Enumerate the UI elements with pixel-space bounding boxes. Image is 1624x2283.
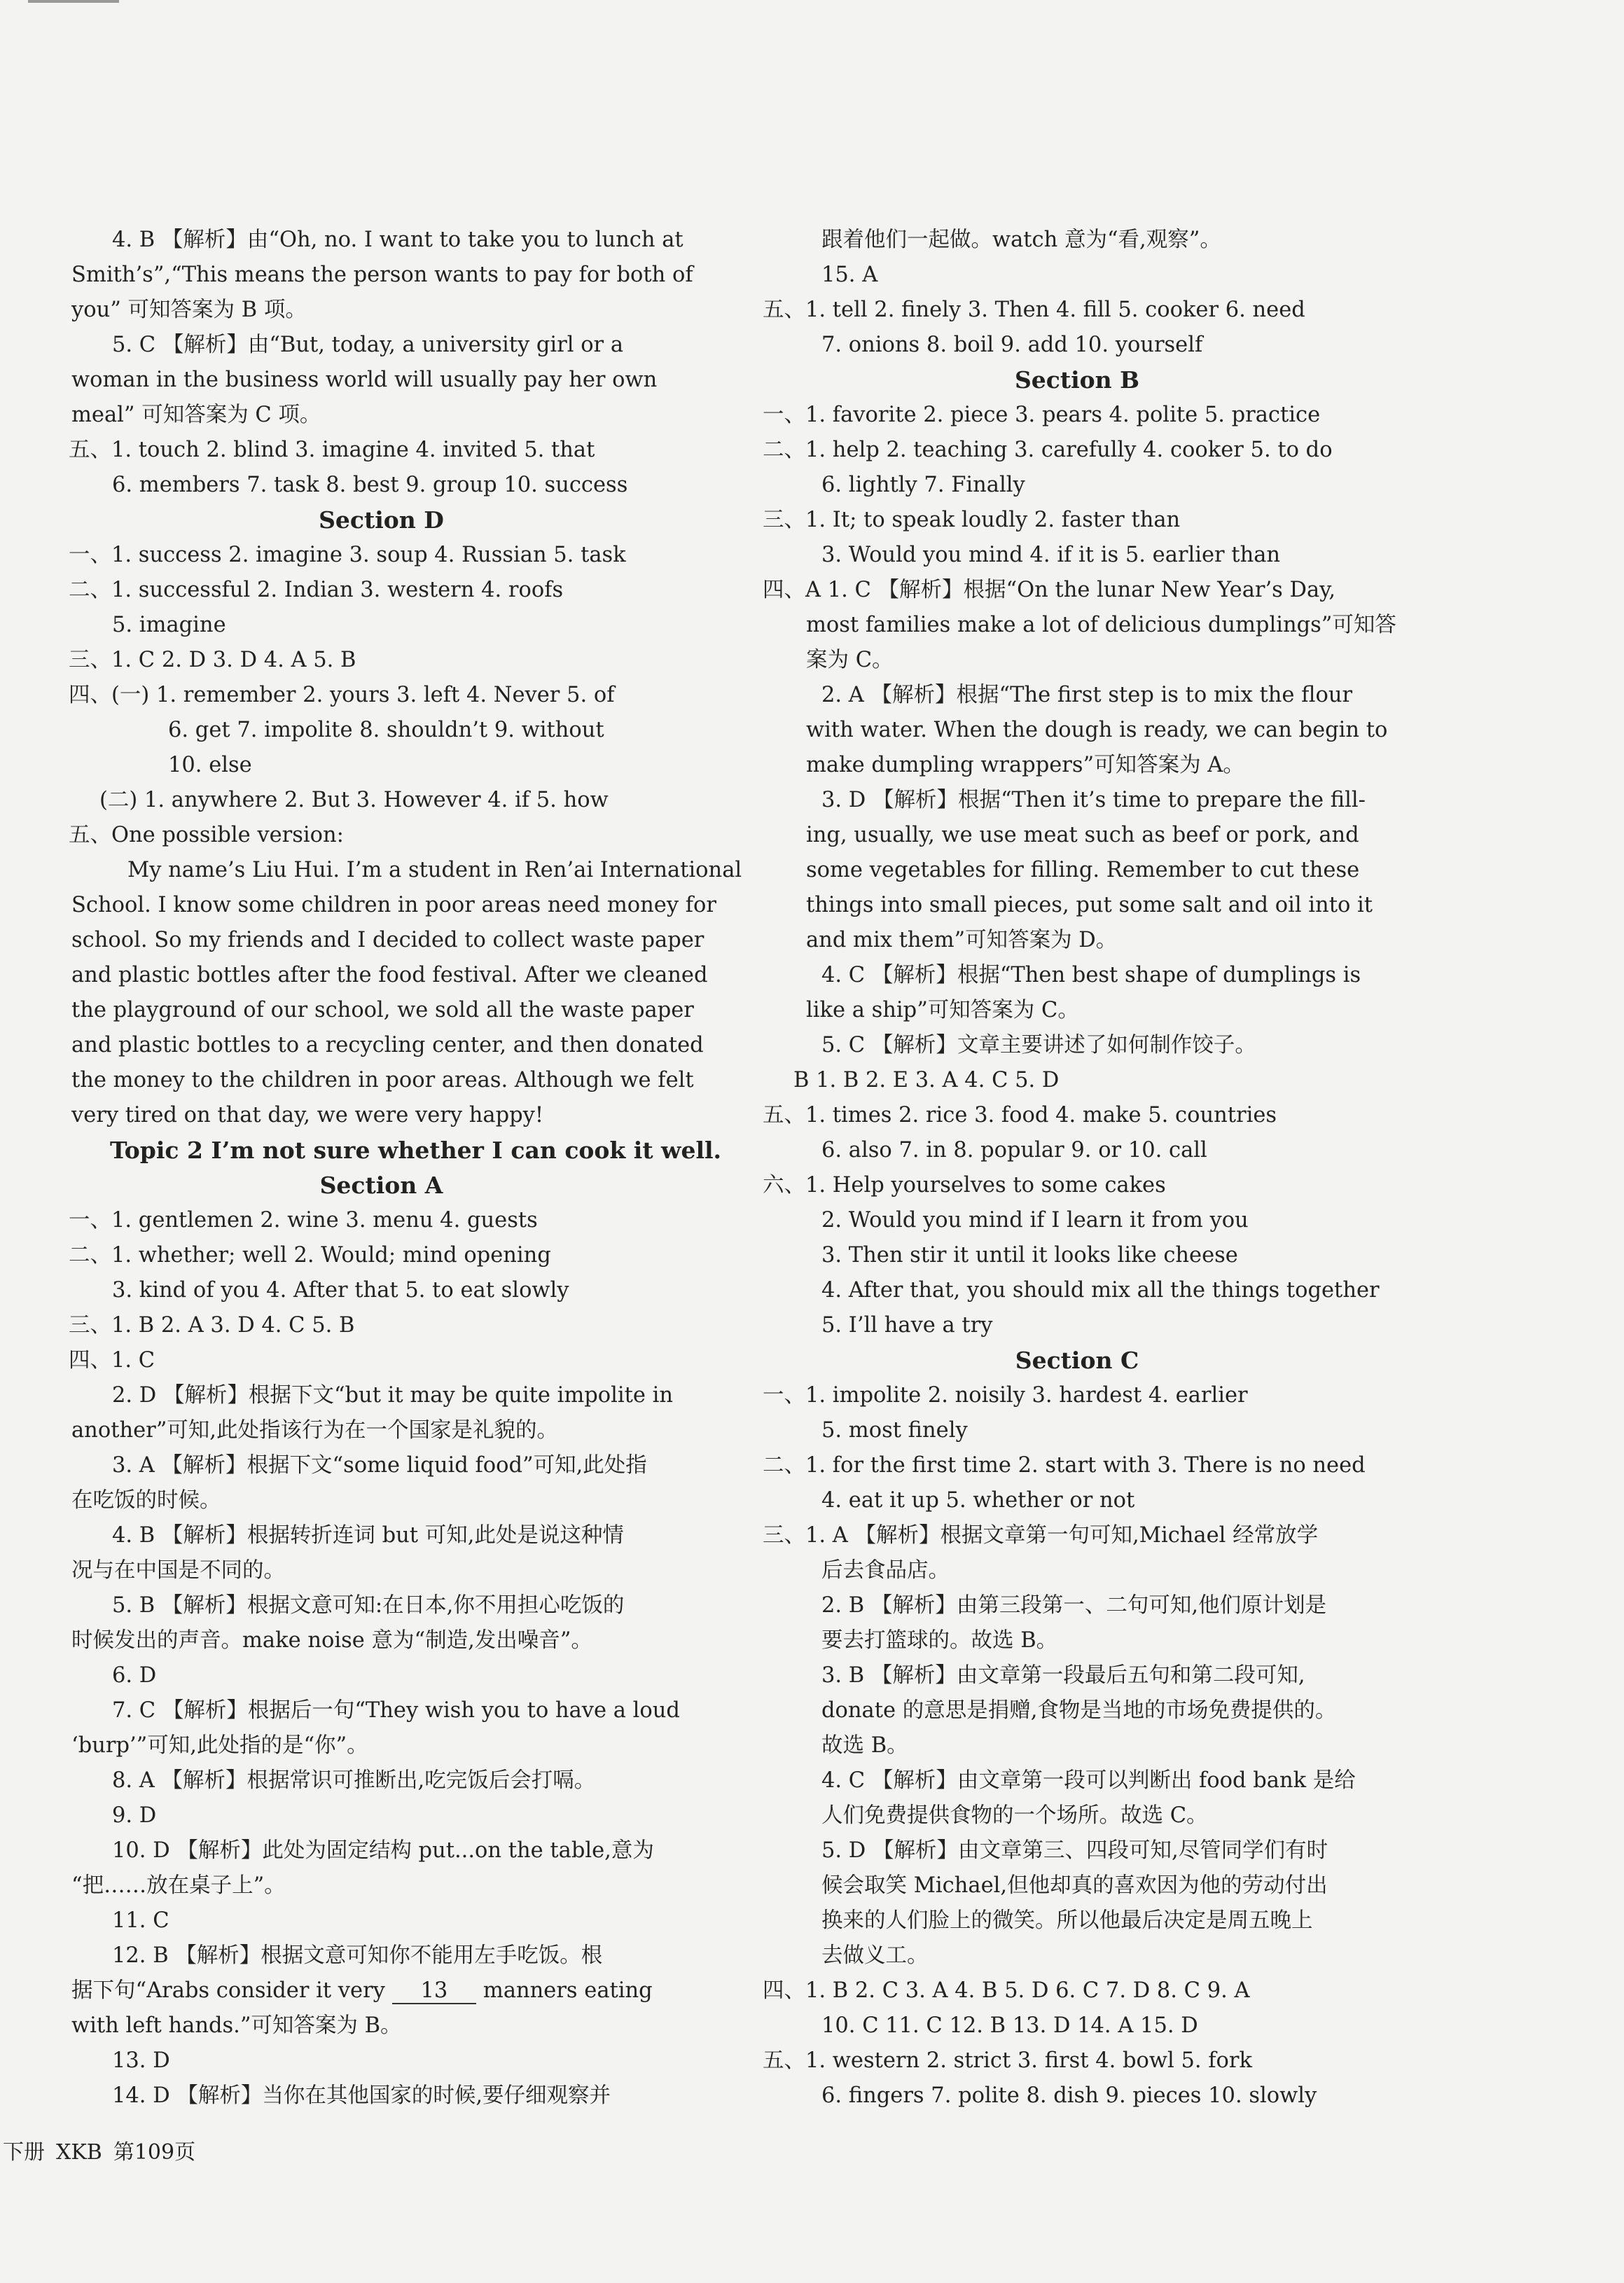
page-number: 第109页 [113, 2140, 196, 2165]
text-line: Smith’s”,“This means the person wants to pay for both of [71, 263, 693, 287]
text-line: 3. A 【解析】根据下文“some liquid food”可知,此处指 [112, 1453, 647, 1478]
essay-line: My name’s Liu Hui. I’m a student in Ren’ai International [127, 858, 742, 882]
text-line: 三、1. B 2. A 3. D 4. C 5. B [69, 1313, 355, 1338]
text-line: 五、1. western 2. strict 3. first 4. bowl 5. fork [763, 2048, 1252, 2073]
topic-heading: Topic 2 I’m not sure whether I can cook it well. [110, 1137, 722, 1164]
text-line: 一、1. favorite 2. piece 3. pears 4. polite 5. practice [763, 403, 1321, 427]
page-footer [3, 2139, 207, 2167]
text-line: 12. B 【解析】根据文意可知你不能用左手吃饭。根 [112, 1943, 603, 1968]
text-line: 四、(一) 1. remember 2. yours 3. left 4. Never 5. of [69, 683, 615, 707]
text-line: 13. D [112, 2048, 170, 2073]
text-line: 五、One possible version: [69, 823, 344, 847]
text-line: 二、1. help 2. teaching 3. carefully 4. cooker 5. to do [763, 438, 1333, 462]
section-heading: Section B [1014, 366, 1140, 394]
text-line: 6. members 7. task 8. best 9. group 10. success [112, 473, 628, 497]
text-line: 6. fingers 7. polite 8. dish 9. pieces 10. slowly [821, 2083, 1317, 2108]
text-line: 一、1. impolite 2. noisily 3. hardest 4. earlier [763, 1383, 1248, 1408]
text-line: 四、1. B 2. C 3. A 4. B 5. D 6. C 7. D 8. C 9. A [763, 1978, 1250, 2003]
text-line: most families make a lot of delicious dumplings”可知答 [806, 613, 1396, 637]
text-line: 10. else [168, 753, 252, 777]
text-line: 5. imagine [112, 613, 226, 637]
text-line: 3. D 【解析】根据“Then it’s time to prepare the fill- [821, 788, 1366, 812]
text-line: 3. Then stir it until it looks like cheese [821, 1243, 1238, 1268]
text-line: 故选 B。 [821, 1733, 908, 1758]
text-line: donate 的意思是捐赠,食物是当地的市场免费提供的。 [821, 1698, 1337, 1723]
text-line: 6. get 7. impolite 8. shouldn’t 9. without [168, 718, 604, 742]
text-line: 2. B 【解析】由第三段第一、二句可知,他们原计划是 [821, 1593, 1327, 1618]
text-line: 五、1. tell 2. finely 3. Then 4. fill 5. cooker 6. need [763, 298, 1305, 322]
text-line: 4. B 【解析】根据转折连词 but 可知,此处是说这种情 [112, 1523, 624, 1548]
section-heading: Section A [319, 1172, 443, 1199]
text-line: 5. D 【解析】由文章第三、四段可知,尽管同学们有时 [821, 1838, 1328, 1863]
text-line: 14. D 【解析】当你在其他国家的时候,要仔细观察并 [112, 2083, 611, 2108]
text-line: 一、1. gentlemen 2. wine 3. menu 4. guests [69, 1208, 538, 1233]
text-line: 在吃饭的时候。 [71, 1488, 221, 1513]
text-line: 4. eat it up 5. whether or not [821, 1488, 1135, 1513]
text-line: 8. A 【解析】根据常识可推断出,吃完饭后会打嗝。 [112, 1768, 596, 1793]
text-line: 6. also 7. in 8. popular 9. or 10. call [821, 1138, 1207, 1163]
text-line: 案为 C。 [806, 648, 894, 672]
text-line: 6. D [112, 1663, 157, 1688]
text-line: 4. After that, you should mix all the things together [821, 1278, 1380, 1303]
text-line: 5. C 【解析】由“But, today, a university girl or a [112, 333, 624, 357]
text-line: 15. A [821, 263, 878, 287]
essay-line: School. I know some children in poor areas need money for [71, 893, 716, 917]
text-line: 5. B 【解析】根据文意可知:在日本,你不用担心吃饭的 [112, 1593, 625, 1618]
essay-line: school. So my friends and I decided to collect waste paper [71, 928, 705, 952]
text-line: 跟着他们一起做。watch 意为“看,观察”。 [821, 228, 1221, 252]
text-line [71, 1973, 653, 2008]
text-line: 换来的人们脸上的微笑。所以他最后决定是周五晚上 [821, 1908, 1313, 1933]
text-segment: manners eating [483, 1978, 653, 2003]
text-line: with water. When the dough is ready, we can begin to [806, 718, 1388, 742]
text-line: 候会取笑 Michael,但他却真的喜欢因为他的劳动付出 [821, 1873, 1328, 1898]
text-line: 四、1. C [69, 1348, 155, 1373]
text-segment: 据下句“Arabs consider it very [71, 1978, 385, 2003]
text-line: and mix them”可知答案为 D。 [806, 928, 1118, 952]
text-line: B 1. B 2. E 3. A 4. C 5. D [793, 1068, 1060, 1092]
text-line: 3. Would you mind 4. if it is 5. earlier than [821, 543, 1281, 567]
text-line: 7. C 【解析】根据后一句“They wish you to have a loud [112, 1698, 680, 1723]
text-line: meal” 可知答案为 C 项。 [71, 403, 321, 427]
volume-label: 下册 [3, 2140, 45, 2165]
text-line: make dumpling wrappers”可知答案为 A。 [806, 753, 1244, 777]
text-line: 二、1. successful 2. Indian 3. western 4. roofs [69, 578, 564, 602]
answer-blank: 13 [392, 1979, 476, 2004]
text-line: 五、1. touch 2. blind 3. imagine 4. invited 5. that [69, 438, 595, 462]
text-line: 况与在中国是不同的。 [71, 1558, 285, 1583]
essay-line: very tired on that day, we were very happy! [71, 1103, 544, 1127]
text-line: 5. I’ll have a try [821, 1313, 993, 1338]
essay-line: the money to the children in poor areas. Although we felt [71, 1068, 694, 1092]
text-line: 5. C 【解析】文章主要讲述了如何制作饺子。 [821, 1033, 1256, 1057]
text-line: 四、A 1. C 【解析】根据“On the lunar New Year’s Day, [763, 578, 1336, 602]
section-heading: Section D [319, 506, 444, 534]
text-line: another”可知,此处指该行为在一个国家是礼貌的。 [71, 1418, 559, 1443]
text-line: 二、1. for the first time 2. start with 3. There is no need [763, 1453, 1366, 1478]
essay-line: and plastic bottles to a recycling center, and then donated [71, 1033, 704, 1057]
text-line: 六、1. Help yourselves to some cakes [763, 1173, 1166, 1198]
text-line: 时候发出的声音。make noise 意为“制造,发出噪音”。 [71, 1628, 592, 1653]
text-line: 6. lightly 7. Finally [821, 473, 1025, 497]
top-rule [28, 0, 119, 3]
text-line: ‘burp’”可知,此处指的是“你”。 [71, 1733, 368, 1758]
text-line: 二、1. whether; well 2. Would; mind opening [69, 1243, 551, 1268]
text-line: 一、1. success 2. imagine 3. soup 4. Russian 5. task [69, 543, 626, 567]
text-line: 4. C 【解析】由文章第一段可以判断出 food bank 是给 [821, 1768, 1356, 1793]
text-line: woman in the business world will usually pay her own [71, 368, 658, 392]
text-line: 9. D [112, 1803, 157, 1828]
edition-code: XKB [56, 2140, 102, 2165]
text-line: 三、1. A 【解析】根据文章第一句可知,Michael 经常放学 [763, 1523, 1319, 1548]
essay-line: the playground of our school, we sold all the waste paper [71, 998, 694, 1022]
text-line: you” 可知答案为 B 项。 [71, 298, 307, 322]
text-line: 3. B 【解析】由文章第一段最后五句和第二段可知, [821, 1663, 1305, 1688]
text-line: 三、1. It; to speak loudly 2. faster than [763, 508, 1181, 532]
text-line: 4. B 【解析】由“Oh, no. I want to take you to lunch at [112, 228, 683, 252]
text-line: 2. A 【解析】根据“The first step is to mix the flour [821, 683, 1353, 707]
text-line: 10. C 11. C 12. B 13. D 14. A 15. D [821, 2013, 1198, 2038]
essay-line: and plastic bottles after the food festival. After we cleaned [71, 963, 708, 987]
section-heading: Section C [1015, 1347, 1139, 1374]
text-line: 3. kind of you 4. After that 5. to eat slowly [112, 1278, 569, 1303]
text-line: 人们免费提供食物的一个场所。故选 C。 [821, 1803, 1208, 1828]
text-line: things into small pieces, put some salt and oil into it [806, 893, 1373, 917]
text-line: 7. onions 8. boil 9. add 10. yourself [821, 333, 1203, 357]
text-line: 2. D 【解析】根据下文“but it may be quite impolite in [112, 1383, 674, 1408]
text-line: like a ship”可知答案为 C。 [806, 998, 1079, 1022]
text-line: 要去打篮球的。故选 B。 [821, 1628, 1058, 1653]
text-line: 2. Would you mind if I learn it from you [821, 1208, 1249, 1233]
text-line: some vegetables for filling. Remember to cut these [806, 858, 1360, 882]
text-line: 11. C [112, 1908, 169, 1933]
text-line: 五、1. times 2. rice 3. food 4. make 5. countries [763, 1103, 1277, 1127]
text-line: 后去食品店。 [821, 1558, 950, 1583]
text-line: 三、1. C 2. D 3. D 4. A 5. B [69, 648, 356, 672]
text-line: 5. most finely [821, 1418, 968, 1443]
text-line: with left hands.”可知答案为 B。 [71, 2013, 402, 2038]
text-line: 10. D 【解析】此处为固定结构 put...on the table,意为 [112, 1838, 654, 1863]
text-line: “把……放在桌子上”。 [71, 1873, 286, 1898]
text-line: ing, usually, we use meat such as beef or pork, and [806, 823, 1359, 847]
text-line: 4. C 【解析】根据“Then best shape of dumplings is [821, 963, 1361, 987]
text-line: (二) 1. anywhere 2. But 3. However 4. if 5. how [99, 788, 609, 812]
text-line: 去做义工。 [821, 1943, 929, 1968]
